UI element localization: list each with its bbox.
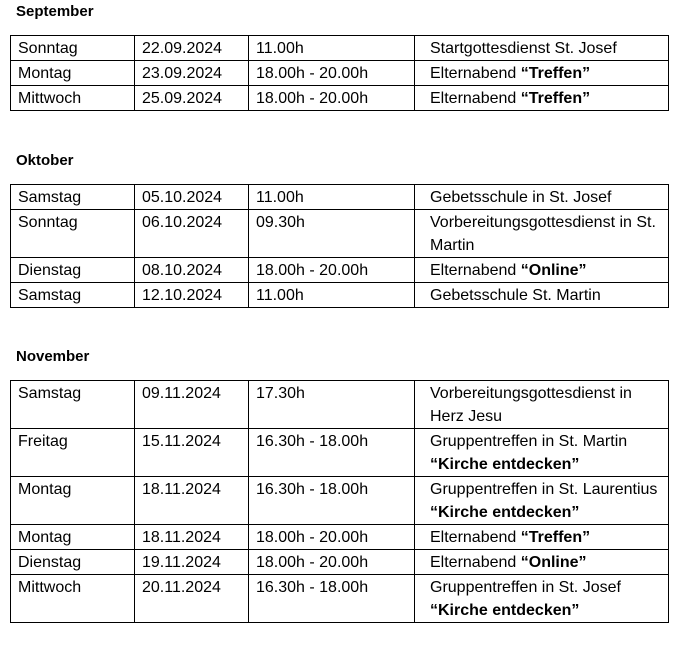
time-cell: 16.30h - 18.00h [249, 429, 415, 477]
day-cell: Samstag [11, 283, 135, 308]
date-cell: 18.11.2024 [135, 477, 249, 525]
time-cell: 09.30h [249, 210, 415, 258]
table-row [11, 283, 669, 308]
table-row [11, 525, 669, 550]
table-row [11, 575, 669, 623]
event-highlight: “Treffen” [520, 90, 591, 107]
date-cell: 19.11.2024 [135, 550, 249, 575]
table-row [11, 429, 669, 477]
day-cell: Montag [11, 525, 135, 550]
event-text: Vorbereitungsgottesdienst in St. Martin [430, 214, 656, 254]
event-text: Vorbereitungsgottesdienst in Herz Jesu [430, 385, 632, 425]
event-cell [415, 210, 669, 258]
event-cell [415, 575, 669, 623]
event-cell [415, 550, 669, 575]
table-row [11, 258, 669, 283]
event-highlight: “Treffen” [520, 65, 591, 82]
event-cell [415, 61, 669, 86]
day-cell: Dienstag [11, 258, 135, 283]
time-cell: 16.30h - 18.00h [249, 575, 415, 623]
day-cell: Montag [11, 477, 135, 525]
event-highlight: “Treffen” [520, 529, 591, 546]
time-cell: 16.30h - 18.00h [249, 477, 415, 525]
table-row [11, 185, 669, 210]
time-cell: 18.00h - 20.00h [249, 258, 415, 283]
day-cell: Sonntag [11, 36, 135, 61]
event-text: Gruppentreffen in St. Josef [430, 579, 621, 596]
date-cell: 15.11.2024 [135, 429, 249, 477]
day-cell: Mittwoch [11, 86, 135, 111]
day-cell: Dienstag [11, 550, 135, 575]
date-cell: 22.09.2024 [135, 36, 249, 61]
table-row [11, 477, 669, 525]
event-cell [415, 185, 669, 210]
day-cell: Sonntag [11, 210, 135, 258]
event-cell [415, 36, 669, 61]
event-text: Elternabend [430, 554, 517, 571]
date-cell: 25.09.2024 [135, 86, 249, 111]
table-row [11, 550, 669, 575]
schedule-table-september [10, 35, 669, 111]
time-cell: 11.00h [249, 185, 415, 210]
date-cell: 06.10.2024 [135, 210, 249, 258]
day-cell: Montag [11, 61, 135, 86]
time-cell: 18.00h - 20.00h [249, 61, 415, 86]
event-highlight: “Online” [520, 554, 587, 571]
event-text: Gebetsschule in St. Josef [430, 189, 612, 206]
date-cell: 20.11.2024 [135, 575, 249, 623]
event-text: Gruppentreffen in St. Martin [430, 433, 628, 450]
time-cell: 11.00h [249, 36, 415, 61]
event-highlight: “Online” [520, 262, 587, 279]
table-row [11, 36, 669, 61]
event-cell [415, 381, 669, 429]
date-cell: 05.10.2024 [135, 185, 249, 210]
time-cell: 18.00h - 20.00h [249, 550, 415, 575]
time-cell: 18.00h - 20.00h [249, 86, 415, 111]
month-heading-oktober: Oktober [16, 152, 74, 169]
table-row [11, 381, 669, 429]
table-row [11, 210, 669, 258]
day-cell: Freitag [11, 429, 135, 477]
event-highlight: “Kirche entdecken” [430, 456, 580, 473]
event-highlight: “Kirche entdecken” [430, 504, 580, 521]
date-cell: 09.11.2024 [135, 381, 249, 429]
schedule-table-november [10, 380, 669, 623]
event-cell [415, 283, 669, 308]
event-cell [415, 477, 669, 525]
day-cell: Samstag [11, 185, 135, 210]
event-cell [415, 258, 669, 283]
event-text: Gebetsschule St. Martin [430, 287, 601, 304]
day-cell: Mittwoch [11, 575, 135, 623]
event-cell [415, 525, 669, 550]
event-highlight: “Kirche entdecken” [430, 602, 580, 619]
event-text: Startgottesdienst St. Josef [430, 40, 617, 57]
time-cell: 11.00h [249, 283, 415, 308]
month-heading-november: November [16, 348, 90, 365]
event-text: Elternabend [430, 529, 517, 546]
time-cell: 18.00h - 20.00h [249, 525, 415, 550]
table-row [11, 61, 669, 86]
schedule-table-oktober [10, 184, 669, 308]
event-text: Elternabend [430, 90, 517, 107]
event-text: Gruppentreffen in St. Laurentius [430, 481, 658, 498]
event-text: Elternabend [430, 65, 517, 82]
time-cell: 17.30h [249, 381, 415, 429]
table-row [11, 86, 669, 111]
event-text: Elternabend [430, 262, 517, 279]
date-cell: 18.11.2024 [135, 525, 249, 550]
date-cell: 23.09.2024 [135, 61, 249, 86]
month-heading-september: September [16, 3, 94, 20]
date-cell: 08.10.2024 [135, 258, 249, 283]
event-cell [415, 86, 669, 111]
day-cell: Samstag [11, 381, 135, 429]
date-cell: 12.10.2024 [135, 283, 249, 308]
event-cell [415, 429, 669, 477]
